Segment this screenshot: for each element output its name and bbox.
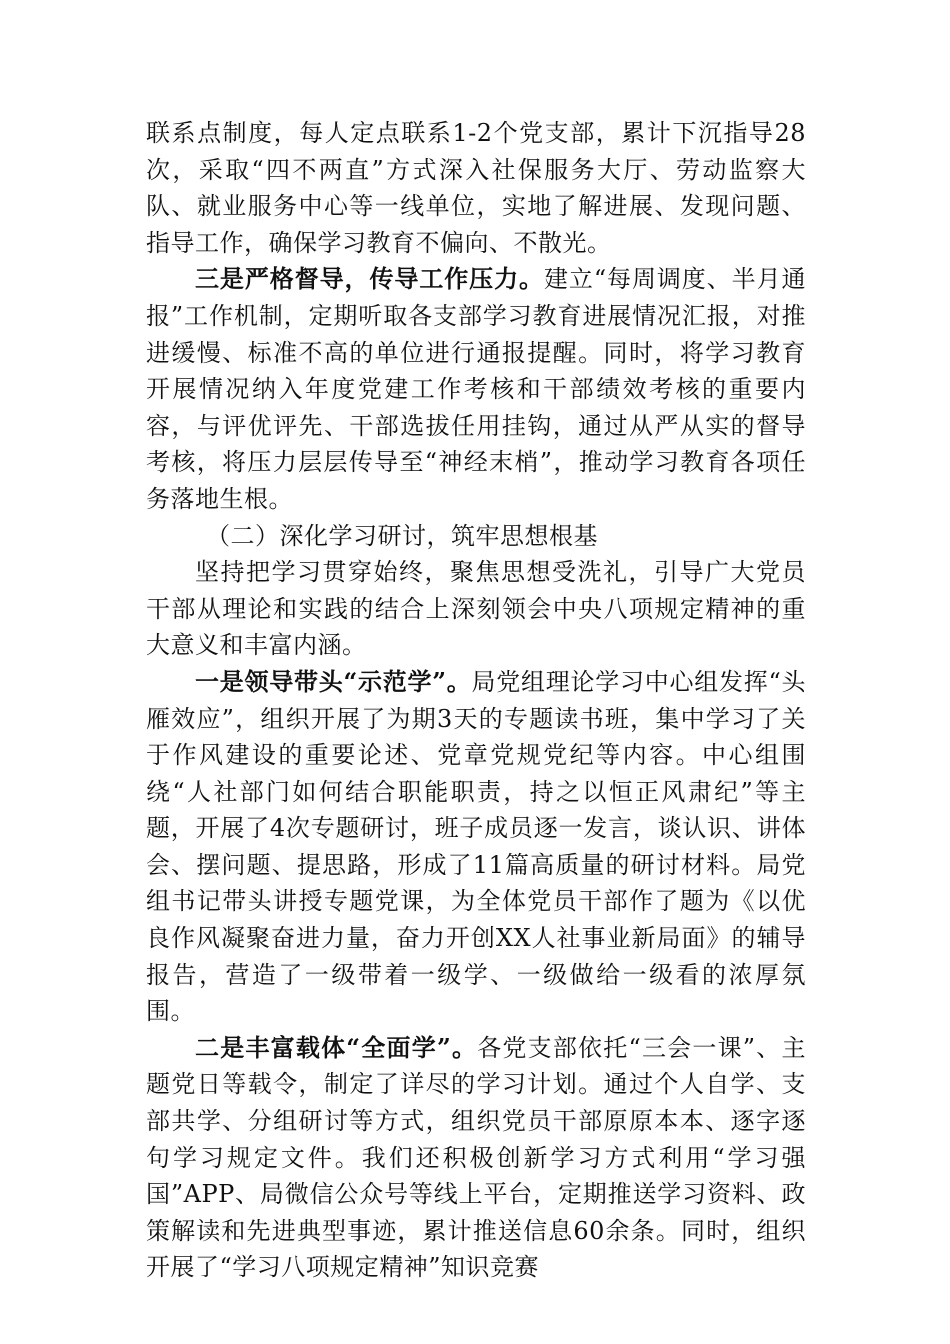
paragraph-contact-system — [146, 115, 806, 261]
paragraph-text: 各党支部依托“三会一课”、主题党日等载令，制定了详尽的学习计划。通过个人自学、支部共学、分组研讨等方式，组织党员干部原原本本、逐字逐句学习规定文件。我们还积极创新学习方式利用“学习强国”APP、局微信公众号等线上平台，定期推送学习资料、政策解读和先进典型事迹，累计推送信息60余条。同时，组织开展了“学习八项规定精神”知识竞赛 — [146, 1033, 807, 1282]
paragraph-lead-heading: 二是丰富载体“全面学”。 — [195, 1032, 478, 1062]
paragraph-text: 坚持把学习贯穿始终，聚焦思想受洗礼，引导广大党员干部从理论和实践的结合上深刻领会中央八项规定精神的重大意义和丰富内涵。 — [146, 558, 806, 660]
paragraph-text: 局党组理论学习中心组发挥“头雁效应”，组织开展了为期3天的专题读书班，集中学习了关于作风建设的重要论述、党章党规党纪等内容。中心组围绕“人社部门如何结合职能职责，持之以恒正风肃纪”等主题，开展了4次专题研讨，班子成员逐一发言，谈认识、讲体会、摆问题、提思路，形成了11篇高质量的研讨材料。局党组书记带头讲授专题党课，为全体党员干部作了题为《以优良作风凝聚奋进力量，奋力开创XX人社事业新局面》的辅导报告，营造了一级带着一级学、一级做给一级看的浓厚氛围。 — [146, 667, 806, 1026]
paragraph-lead-heading: 三是严格督导，传导工作压力。 — [195, 264, 544, 294]
paragraph-text: 联系点制度，每人定点联系1-2个党支部，累计下沉指导28次，采取“四不两直”方式深入社保服务大厅、劳动监察大队、就业服务中心等一线单位，实地了解进展、发现问题、指导工作，确保学习教育不偏向、不散光。 — [146, 119, 806, 257]
paragraph-comprehensive-study — [146, 1030, 806, 1286]
paragraph-leadership-study — [146, 664, 806, 1030]
paragraph-lead-heading: 一是领导带头“示范学”。 — [195, 666, 472, 696]
paragraph-supervision — [146, 261, 806, 517]
paragraph-intro — [146, 554, 806, 664]
paragraph-text: 建立“每周调度、半月通报”工作机制，定期听取各支部学习教育进展情况汇报，对推进缓慢、标准不高的单位进行通报提醒。同时，将学习教育开展情况纳入年度党建工作考核和干部绩效考核的重要内容，与评优评先、干部选拔任用挂钩，通过从严从实的督导考核，将压力层层传导至“神经末梢”，推动学习教育各项任务落地生根。 — [146, 265, 806, 513]
section-heading: （二）深化学习研讨，筑牢思想根基 — [206, 521, 598, 550]
document-body — [146, 115, 806, 1286]
